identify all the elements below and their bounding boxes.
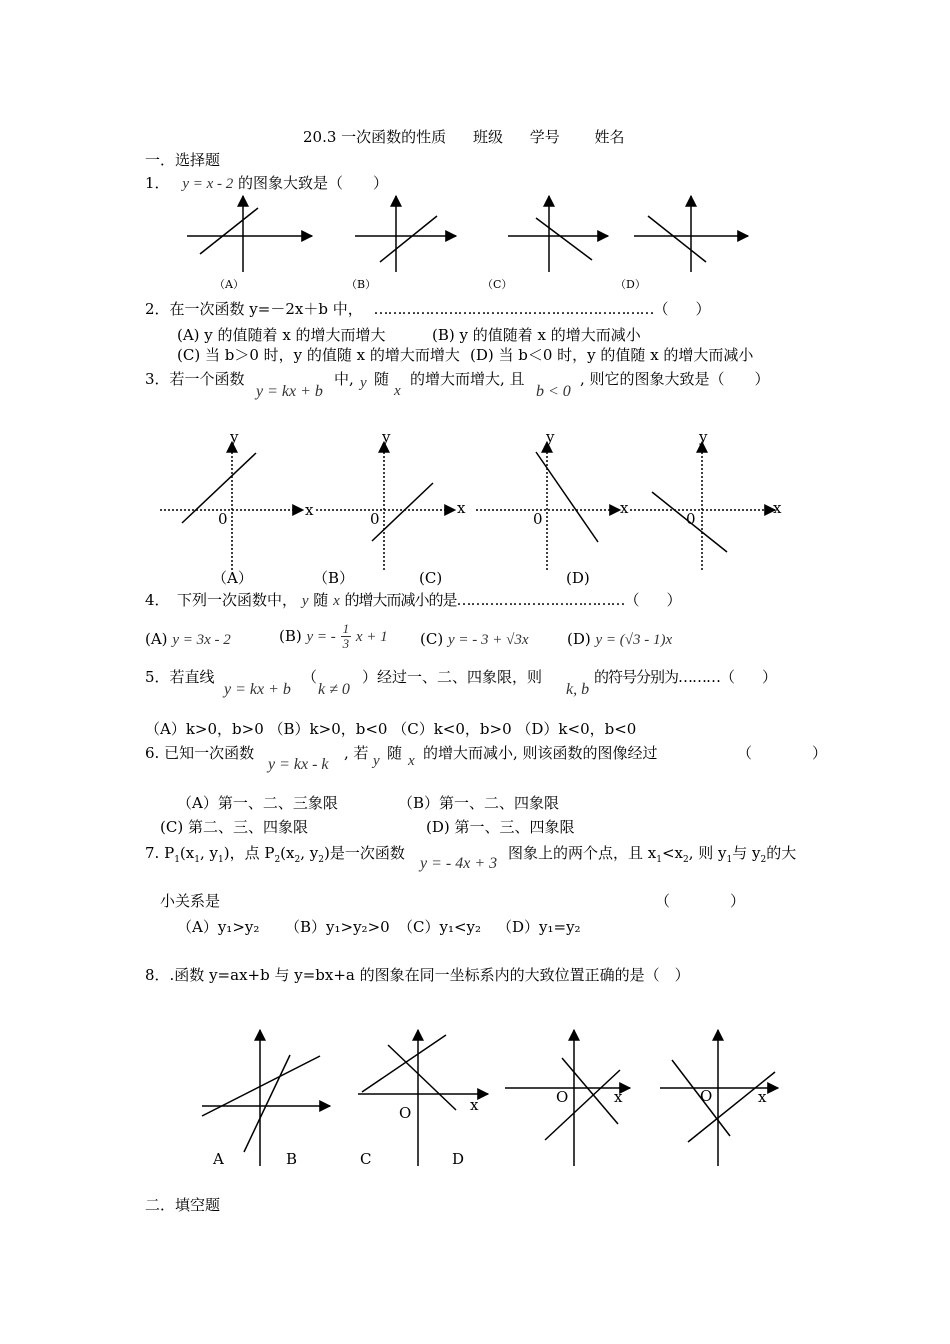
q3-label-c: (C) [419, 569, 443, 587]
q3-var-y: y [360, 375, 367, 391]
q1-graph-a [187, 196, 312, 272]
section-heading-choice: 一．选择题 [145, 151, 221, 169]
q3c-axis-x: x [620, 499, 629, 517]
q8-origin-c: O [399, 1104, 412, 1122]
q8-line-1 [202, 1056, 320, 1116]
q3-graph-c-line [536, 452, 598, 542]
question-4: 4． 下列一次函数中， y 随 x 的增大而减小的是………………………………（ ） [145, 591, 681, 609]
q4-option-d: (D) y = (√3 - 1)x [567, 630, 673, 648]
q8-label-a: A [213, 1150, 224, 1168]
q3-text-3: 的增大而增大, 且 [410, 370, 525, 388]
q3-graph-a [160, 442, 303, 570]
q3-graph-b [316, 442, 455, 570]
q5-vars: k, b [566, 681, 590, 698]
q2-option-b: (B) y 的值随着 x 的增大而减小 [432, 326, 641, 344]
question-2: 2．在一次函数 y=－2x＋b 中， ……………………………………………………（ ） [145, 300, 710, 318]
q8-line-7 [688, 1072, 775, 1142]
q3-formula: y = kx + b [256, 383, 323, 400]
q3-label-a: （A） [212, 569, 253, 587]
q5-text-end: 的符号分别为………（ ） [594, 668, 777, 686]
q3a-axis-y: y [230, 428, 239, 446]
q3-label-b: （B） [313, 569, 355, 587]
q4-option-a: (A) y = 3x - 2 [145, 630, 231, 648]
q1-graph-b-line [380, 216, 437, 262]
q7-option-a: （A）y₁>y₂ [177, 918, 260, 936]
q6-text-end: 的增大而减小, 则该函数的图像经过 [423, 744, 658, 762]
q4-option-c: (C) y = - 3 + √3x [420, 630, 529, 648]
q7-option-b: （B）y₁>y₂>0 [285, 918, 390, 936]
q8-axis-x-c: x [470, 1096, 479, 1114]
question-5: 5．若直线 [145, 668, 215, 686]
q7-formula: y = - 4x + 3 [420, 855, 498, 872]
q6-text-1: , 若 [344, 744, 369, 762]
q1-graph-c [508, 196, 608, 272]
q5-text: ）经过一、二、四象限，则 [362, 668, 543, 686]
q1-label-b: （B） [346, 278, 377, 291]
q1-graph-a-line [200, 208, 258, 254]
q4-fraction: $\frac{1}{3}$ [342, 621, 350, 652]
q3b-axis-x: x [457, 499, 466, 517]
q3c-axis-y: y [546, 428, 555, 446]
q5-options: （A）k>0，b>0 （B）k>0，b<0 （C）k<0，b>0 （D）k<0，b<0 [145, 720, 637, 738]
q3d-axis-x: x [773, 499, 782, 517]
q7-paren: （ ） [655, 892, 746, 910]
q2-option-a: (A) y 的值随着 x 的增大而增大 [177, 326, 386, 344]
question-6: 6. 已知一次函数 [145, 744, 255, 762]
q7-option-c: （C）y₁<y₂ [398, 918, 482, 936]
q8-graph-ab [202, 1030, 330, 1166]
q3-condition: b < 0 [536, 383, 571, 400]
q8-label-c: C [360, 1150, 372, 1168]
q3-text-2: 随 [374, 370, 390, 388]
q8-axis-x-d2: x [758, 1088, 767, 1106]
q1-label-c: （C） [482, 278, 513, 291]
question-8: 8．.函数 y=ax+b 与 y=bx+a 的图象在同一坐标系内的大致位置正确的是（ ） [145, 966, 690, 984]
q2-option-d: (D) 当 b＜0 时，y 的值随 x 的增大而减小 [470, 346, 754, 364]
q1-formula: y = x - 2 [182, 176, 234, 192]
q8-graph-c [358, 1030, 488, 1166]
q6-var-y: y [373, 753, 380, 769]
q1-graph-b [355, 196, 456, 272]
q3c-origin: 0 [533, 510, 543, 528]
q1-graph-d-line [648, 216, 706, 262]
q3-graph-d [630, 442, 775, 570]
q5-condition: k ≠ 0 [318, 681, 350, 698]
q8-line-2 [244, 1055, 290, 1152]
question-1: 1． y = x - 2 的图象大致是（ ） [145, 174, 389, 192]
q3-label-d: (D) [566, 569, 590, 587]
q5-paren-open: （ [302, 668, 318, 686]
q1-label-a: （A） [214, 278, 244, 291]
q3d-origin: 0 [686, 510, 696, 528]
q3b-origin: 0 [370, 510, 380, 528]
q1-label-d: （D） [615, 278, 646, 291]
q8-label-d: D [452, 1150, 465, 1168]
q8-axis-x-d1: x [614, 1088, 623, 1106]
q6-var-x: x [408, 753, 415, 769]
q4-option-b: (B) y = - $\frac{1}{3}$ x + 1 [279, 621, 388, 652]
section-heading-fill: 二．填空题 [145, 1196, 221, 1214]
q6-text-2: 随 [387, 744, 403, 762]
q6-option-d: (D) 第一、三、四象限 [426, 818, 575, 836]
q8-line-4 [388, 1045, 456, 1110]
q7-option-d: （D）y₁=y₂ [497, 918, 581, 936]
q2-option-c: (C) 当 b＞0 时，y 的值随 x 的增大而增大 [177, 346, 460, 364]
q8-label-b: B [286, 1150, 298, 1168]
q3-graph-b-line [372, 483, 433, 541]
q1-graph-c-line [536, 218, 592, 260]
q3b-axis-y: y [382, 428, 391, 446]
q8-line-6 [562, 1058, 618, 1124]
q3-graph-c [476, 442, 620, 570]
q6-paren: （ ） [737, 744, 828, 762]
q3-text-1: 中, [334, 370, 354, 388]
q1-graph-d [634, 196, 748, 272]
q6-formula: y = kx - k [268, 756, 329, 773]
q8-origin-d1: O [556, 1088, 569, 1106]
page-title: 20.3 一次函数的性质 班级 学号 姓名 [303, 128, 625, 146]
q5-formula: y = kx + b [224, 681, 291, 698]
q8-line-3 [362, 1035, 446, 1092]
q8-origin-d2: O [700, 1087, 713, 1105]
q6-option-c: (C) 第二、三、四象限 [160, 818, 308, 836]
q7-text: 图象上的两个点，且 $x_1<x_2$, 则 $y_1$与 $y_2$的大 [508, 844, 797, 865]
q6-option-b: （B）第一、二、四象限 [398, 794, 560, 812]
q3-text-end: , 则它的图象大致是（ ） [580, 370, 770, 388]
question-3: 3．若一个函数 [145, 370, 245, 388]
q3-var-x: x [394, 383, 401, 399]
q6-option-a: （A）第一、二、三象限 [177, 794, 338, 812]
q3a-axis-x: x [305, 501, 314, 519]
q7-line-2: 小关系是 [160, 892, 221, 910]
q3a-origin: 0 [218, 510, 228, 528]
q3d-axis-y: y [699, 428, 708, 446]
question-7: 7. $P_1(x_1$, $y_1$)，点 $P_2(x_2$, $y_2$)是一次函数 [145, 844, 405, 865]
